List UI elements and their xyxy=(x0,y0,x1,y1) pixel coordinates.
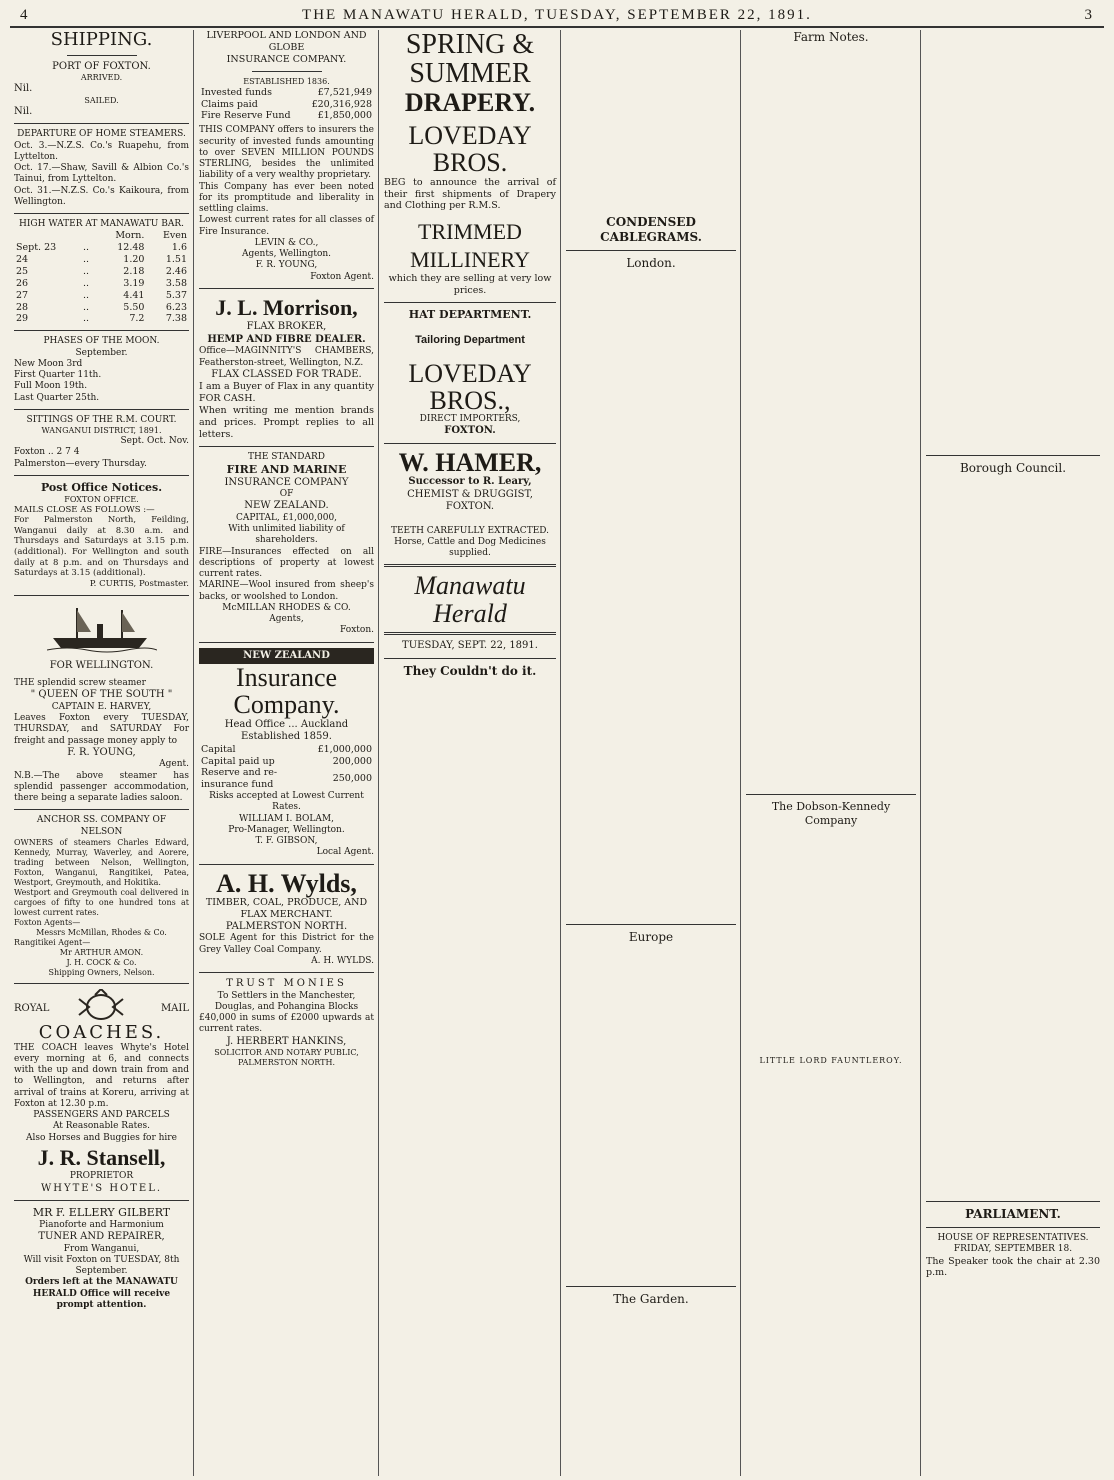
royal-mail-banner xyxy=(14,989,189,1023)
friday-date: FRIDAY, SEPTEMBER 18. xyxy=(953,1244,1073,1255)
london-heading: London. xyxy=(626,256,676,270)
moon-month: September. xyxy=(75,347,128,358)
hamer-horse: Horse, Cattle and Dog Medicines supplied. xyxy=(394,536,546,559)
house-heading: HOUSE OF REPRESENTATIVES. xyxy=(937,1233,1089,1243)
loveday-millinery: TRIMMED MILLINERY xyxy=(410,219,530,272)
table-row: Capital paid up 200,000 xyxy=(201,755,372,767)
lg-title: LIVERPOOL AND LONDON AND GLOBE xyxy=(206,30,367,53)
court-sub: WANGANUI DISTRICT, 1891. xyxy=(41,426,162,436)
stansell-name: J. R. Stansell, xyxy=(37,1144,166,1170)
nz-insurance-table xyxy=(199,744,374,792)
column-divider xyxy=(378,30,379,1476)
table-row: 28 .. 5.50 6.23 xyxy=(16,301,187,313)
column-6 xyxy=(922,30,1104,1476)
hamer-teeth: TEETH CAREFULLY EXTRACTED. xyxy=(390,525,550,536)
moon-phase: First Quarter 11th. xyxy=(14,370,102,381)
departure-heading: DEPARTURE OF HOME STEAMERS. xyxy=(17,129,186,140)
steamer-ship-icon xyxy=(47,602,157,654)
loveday-spring: SPRING & SUMMER xyxy=(405,30,535,90)
lg-funds-table xyxy=(199,87,374,123)
garden-heading: The Garden. xyxy=(613,1292,689,1306)
fauntleroy-heading: LITTLE LORD FAUNTLEROY. xyxy=(759,1055,903,1065)
table-row: 27 .. 4.41 5.37 xyxy=(16,289,187,301)
lg-rates: Lowest current rates for all classes of Fire Insurance. xyxy=(199,215,374,237)
court-row: Foxton .. 2 7 4 xyxy=(14,447,80,458)
trust-body: To Settlers in the Manchester, Douglas, and Pohangina Blocks xyxy=(214,990,359,1012)
table-row: Sept. 23 .. 12.48 1.6 xyxy=(16,242,187,254)
nz-insurance-title: Insurance Company. xyxy=(233,663,340,720)
anchor-sign: J. H. COCK & Co. xyxy=(66,957,137,967)
masthead-rule xyxy=(10,26,1104,28)
wellington-leaves: Leaves Foxton every TUESDAY, THURSDAY, and SATURDAY For freight and passage money apply to xyxy=(14,713,189,746)
table-row: 25 .. 2.18 2.46 xyxy=(16,265,187,277)
parliament-heading: PARLIAMENT. xyxy=(965,1207,1061,1221)
nz-insurance-sign: WILLIAM I. BOLAM, xyxy=(239,813,334,824)
wylds-sign: A. H. WYLDS. xyxy=(311,955,374,966)
standard-liability: With unlimited liability of shareholders. xyxy=(228,524,345,546)
europe-heading: Europe xyxy=(628,930,674,944)
buggies: Also Horses and Buggies for hire xyxy=(26,1132,177,1143)
gilbert-orders: Orders left at the MANAWATU HERALD Office will receive prompt attention. xyxy=(25,1277,178,1310)
lg-sign: LEVIN & CO., xyxy=(254,237,319,248)
trust-sign-2: SOLICITOR AND NOTARY PUBLIC, xyxy=(214,1048,359,1058)
column-4 xyxy=(562,30,740,1476)
anchor-heading: ANCHOR SS. COMPANY OF xyxy=(36,815,167,826)
nz-insurance-head-office: Head Office ... Auckland xyxy=(224,718,349,730)
loveday-bros: LOVEDAY BROS. xyxy=(408,121,532,178)
post-heading: Post Office Notices. xyxy=(40,480,163,494)
lg-sub: INSURANCE COMPANY. xyxy=(226,53,347,65)
farm-heading: Farm Notes. xyxy=(793,30,869,44)
anchor-body: OWNERS of steamers Charles Edward, Kennedy, Murray, Waverley, and Aorere, trading between Nelson, Wellington, Foxton, Wanganui, Rangitikei, Patea, Westport, Greymouth, and Hokitika. xyxy=(14,837,189,887)
nz-insurance-sign-2: Pro-Manager, Wellington. xyxy=(228,824,345,835)
moon-phase: Full Moon 19th. xyxy=(14,381,88,392)
stansell-hotel: WHYTE'S HOTEL. xyxy=(40,1182,163,1194)
nz-insurance-banner: NEW ZEALAND xyxy=(199,648,374,665)
tides-heading: HIGH WATER AT MANAWATU BAR. xyxy=(19,219,184,230)
moon-phase: Last Quarter 25th. xyxy=(14,392,100,403)
nz-insurance-established: Established 1859. xyxy=(241,731,332,743)
anchor-body-2: Westport and Greymouth coal delivered in cargoes of fifty to one hundred tons at lowest current rates. xyxy=(14,887,189,917)
page-number-right: 3 xyxy=(1084,7,1094,23)
anchor-nelson: NELSON xyxy=(80,826,123,837)
lg-body: THIS COMPANY offers to insurers the security of invested funds amounting to over SEVEN MILLION POUNDS STERLING, besides the unlimited liability of a very wealthy proprietary. xyxy=(199,125,374,181)
post-body: For Palmerston North, Feilding, Wanganui daily at 8.30 a.m. and Thursdays and Saturdays at 3.15 p.m. (additional). For Wellington and south daily at 8 p.m. and on Thursdays and Saturdays at 3.15 (additional). xyxy=(14,515,189,579)
loveday-bros-2: LOVEDAY BROS., xyxy=(408,358,532,415)
table-row: Invested funds £7,521,949 xyxy=(201,86,372,98)
royal-label: ROYAL xyxy=(14,1002,50,1014)
wellington-nb: N.B.—The above steamer has splendid passenger accommodation, there being a separate ladies saloon. xyxy=(14,770,189,804)
table-row: Capital £1,000,000 xyxy=(201,743,372,755)
anchor-rang-name: Mr ARTHUR AMON. xyxy=(59,947,144,957)
table-row: 24 .. 1.20 1.51 xyxy=(16,254,187,266)
standard-marine: MARINE—Wool insured from sheep's backs, or woolshed to London. xyxy=(199,580,374,602)
morrison-name: J. L. Morrison, xyxy=(215,294,358,320)
shipping-arrived: ARRIVED. xyxy=(80,73,123,83)
mails-close: MAILS CLOSE AS FOLLOWS :— xyxy=(14,504,155,515)
morrison-buyer: I am a Buyer of Flax in any quantity FOR CASH. xyxy=(199,381,374,405)
trust-amount: £40,000 in sums of £2000 upwards at current rates. xyxy=(199,1013,374,1035)
nz-insurance-sign-4: Local Agent. xyxy=(316,847,374,858)
trust-title: TRUST MONIES xyxy=(226,978,347,990)
hamer-trade: CHEMIST & DRUGGIST, xyxy=(407,488,533,500)
standard-fire: FIRE—Insurances effected on all descriptions of property at lowest current rates. xyxy=(199,546,374,580)
crest-icon xyxy=(69,989,133,1023)
mail-label: MAIL xyxy=(160,1002,189,1014)
wylds-trade: TIMBER, COAL, PRODUCE, AND FLAX MERCHANT. xyxy=(205,897,368,920)
loveday-body: BEG to announce the arrival of their first shipments of Drapery and Clothing per R.M.S. xyxy=(384,176,556,212)
gilbert-sub: Pianoforte and Harmonium xyxy=(39,1219,164,1230)
table-row: Reserve and re-insurance fund 250,000 xyxy=(201,767,372,791)
loveday-foxton: FOXTON. xyxy=(444,425,496,437)
loveday-importers: DIRECT IMPORTERS, xyxy=(419,414,521,425)
page-number-left: 4 xyxy=(20,7,30,23)
standard-pre: THE STANDARD xyxy=(247,451,326,462)
speaker-chair: The Speaker took the chair at 2.30 p.m. xyxy=(926,1255,1100,1279)
wylds-town: PALMERSTON NORTH. xyxy=(225,920,348,932)
captain: CAPTAIN E. HARVEY, xyxy=(51,701,152,712)
departure-item: Oct. 3.—N.Z.S. Co.'s Ruapehu, from Lyttelton. xyxy=(14,140,189,162)
parcels-heading: PASSENGERS AND PARCELS xyxy=(33,1110,170,1121)
standard-sign-3: Foxton. xyxy=(340,625,374,636)
standard-sign-2: Agents, xyxy=(269,614,304,625)
morrison-mention: When writing me mention brands and prices. Prompt replies to all letters. xyxy=(199,405,374,440)
trust-sign-3: PALMERSTON NORTH. xyxy=(237,1058,335,1068)
coaches-heading: COACHES. xyxy=(38,1021,165,1043)
column-divider xyxy=(920,30,921,1476)
moon-phase: New Moon 3rd xyxy=(14,358,83,369)
column-5 xyxy=(742,30,920,1476)
cablegrams-heading: CONDENSED CABLEGRAMS. xyxy=(600,215,702,244)
column-divider xyxy=(193,30,194,1476)
column-3 xyxy=(380,30,560,1476)
table-row: Claims paid £20,316,928 xyxy=(201,98,372,110)
steamer-name: " QUEEN OF THE SOUTH " xyxy=(30,689,173,701)
shipping-port: PORT OF FOXTON. xyxy=(52,60,151,72)
gilbert-tuner: TUNER AND REPAIRER, xyxy=(38,1231,165,1243)
stansell-role: PROPRIETOR xyxy=(69,1171,134,1182)
tides-table: Morn. Even Sept. 23 .. 12.48 1.6 24 .. 1.20 1.51 25 .. 2.18 2.46 26 .. 3.19 3.58 27 .. 4.41 5.37 28 .. 5.50 6.23 29 .. 7.2 7.38 xyxy=(16,230,187,325)
borough-heading: Borough Council. xyxy=(959,461,1067,475)
dobson-heading: The Dobson-Kennedy Company xyxy=(771,800,891,827)
wylds-body: SOLE Agent for this District for the Grey Valley Coal Company. xyxy=(199,933,374,955)
morrison-office: Office—MAGINNITY'S CHAMBERS, Featherston-street, Wellington, N.Z. xyxy=(199,346,374,368)
wylds-name: A. H. Wylds, xyxy=(216,868,357,898)
lg-established: ESTABLISHED 1836. xyxy=(243,76,330,86)
newspaper-nameplate: Manawatu Herald xyxy=(414,571,526,628)
column-2 xyxy=(195,30,378,1476)
loveday-hat: HAT DEPARTMENT. xyxy=(408,308,532,322)
standard-title: FIRE AND MARINE xyxy=(226,462,347,476)
postmaster: P. CURTIS, Postmaster. xyxy=(89,578,189,589)
hamer-succ: Successor to R. Leary, xyxy=(408,476,532,488)
wellington-agent-title: Agent. xyxy=(159,759,189,770)
nz-insurance-risks: Risks accepted at Lowest Current Rates. xyxy=(209,791,364,813)
moon-heading: PHASES OF THE MOON. xyxy=(43,336,160,347)
court-months: Sept. Oct. Nov. xyxy=(120,436,189,447)
anchor-agents: Foxton Agents— xyxy=(14,917,81,927)
editorial-headline: They Couldn't do it. xyxy=(403,663,537,678)
coaches-body: THE COACH leaves Whyte's Hotel every morning at 6, and connects with the up and down train from and to Wellington, and returns after arrival of trains at Koreru, arriving at Foxton at 12.30 p.m. xyxy=(14,1042,189,1109)
anchor-agents-names: Messrs McMillan, Rhodes & Co. xyxy=(36,927,167,937)
departure-item: Oct. 31.—N.Z.S. Co.'s Kaikoura, from Wellington. xyxy=(14,185,189,207)
court-heading: SITTINGS OF THE R.M. COURT. xyxy=(26,414,177,425)
column-divider xyxy=(560,30,561,1476)
shipping-nil-arrived: Nil. xyxy=(14,83,33,95)
table-row: Fire Reserve Fund £1,850,000 xyxy=(201,110,372,122)
lg-sign-3: F. R. YOUNG, xyxy=(255,260,318,271)
standard-sign: McMILLAN RHODES & CO. xyxy=(222,602,351,613)
parcels-rates: At Reasonable Rates. xyxy=(52,1121,151,1132)
hamer-town: FOXTON. xyxy=(445,501,495,513)
standard-sub: INSURANCE COMPANY xyxy=(224,476,349,488)
court-note: Palmerston—every Thursday. xyxy=(14,458,147,469)
table-row: 26 .. 3.19 3.58 xyxy=(16,277,187,289)
wellington-heading: FOR WELLINGTON. xyxy=(49,659,154,671)
anchor-sign-2: Shipping Owners, Nelson. xyxy=(48,967,155,977)
post-office: FOXTON OFFICE. xyxy=(64,494,139,504)
table-row: 29 .. 7.2 7.38 xyxy=(16,313,187,325)
masthead-title: THE MANAWATU HERALD, TUESDAY, SEPTEMBER 22, 1891. xyxy=(302,7,812,23)
anchor-rang: Rangitikei Agent— xyxy=(14,937,91,947)
nameplate-date: TUESDAY, SEPT. 22, 1891. xyxy=(402,640,538,652)
shipping-nil-sailed: Nil. xyxy=(14,105,33,117)
gilbert-name: MR F. ELLERY GILBERT xyxy=(32,1206,171,1220)
standard-of: OF xyxy=(279,489,294,500)
morrison-trade: FLAX BROKER, xyxy=(246,321,327,333)
standard-nz: NEW ZEALAND. xyxy=(244,500,329,512)
column-1 xyxy=(10,30,193,1476)
lg-sign-4: Foxton Agent. xyxy=(310,271,374,282)
wellington-body: THE splendid screw steamer xyxy=(14,678,146,689)
shipping-heading: SHIPPING. xyxy=(50,30,153,50)
lg-body-2: This Company has ever been noted for its promptitude and liberality in settling claims. xyxy=(199,181,374,214)
nz-insurance-sign-3: T. F. GIBSON, xyxy=(255,836,318,847)
loveday-drapery: DRAPERY. xyxy=(404,87,536,117)
shipping-sailed: SAILED. xyxy=(84,95,119,105)
standard-capital: CAPITAL, £1,000,000, xyxy=(235,512,338,523)
column-divider xyxy=(740,30,741,1476)
wellington-agent: F. R. YOUNG, xyxy=(67,746,136,758)
morrison-classed: FLAX CLASSED FOR TRADE. xyxy=(211,368,362,380)
hamer-name: W. HAMER, xyxy=(398,447,542,477)
trust-sign: J. HERBERT HANKINS, xyxy=(226,1035,347,1047)
lg-sign-2: Agents, Wellington. xyxy=(241,249,332,259)
gilbert-from: From Wanganui, xyxy=(63,1243,140,1254)
morrison-hemp: HEMP AND FIBRE DEALER. xyxy=(207,333,366,345)
masthead xyxy=(12,4,1102,26)
gilbert-visit: Will visit Foxton on TUESDAY, 8th September. xyxy=(23,1254,180,1277)
loveday-tailoring: Tailoring Department xyxy=(415,333,525,346)
departure-item: Oct. 17.—Shaw, Savill & Albion Co.'s Tainui, from Lyttelton. xyxy=(14,163,189,185)
loveday-millinery-note: which they are selling at very low prices. xyxy=(388,273,552,297)
